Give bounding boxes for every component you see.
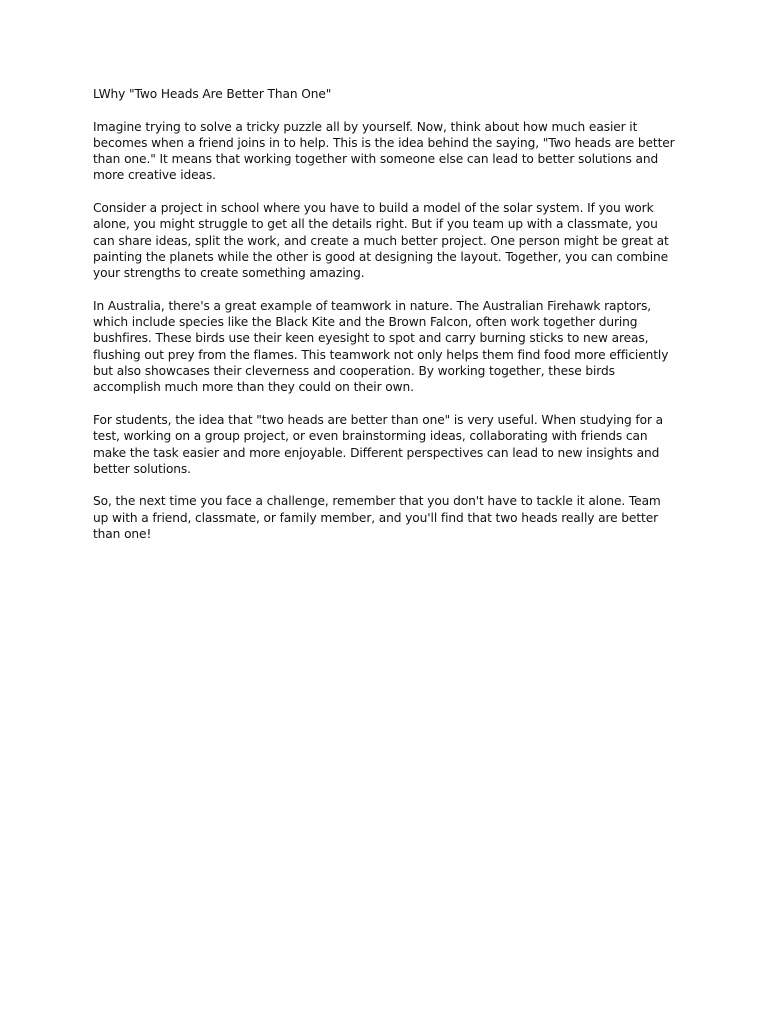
document-body — [93, 86, 679, 559]
paragraph-3: In Australia, there's a great example of teamwork in nature. The Australian Firehawk raptors, which include species like the Black Kite and the Brown Falcon, often work together during bushfires. These birds use their keen eyesight to spot and carry burning sticks to new areas, flushing out prey from the flames. This teamwork not only helps them find food more efficiently but also showcases their cleverness and cooperation. By working together, these birds accomplish much more than they could on their own. — [93, 298, 669, 395]
paragraph-4: For students, the idea that "two heads are better than one" is very useful. When studying for a test, working on a group project, or even brainstorming ideas, collaborating with friends can make the task easier and more enjoyable. Different perspectives can lead to new insights and better solutions. — [93, 412, 664, 476]
document-title: LWhy "Two Heads Are Better Than One" — [93, 87, 332, 101]
paragraph-1: Imagine trying to solve a tricky puzzle all by yourself. Now, think about how much easier it becomes when a friend joins in to help. This is the idea behind the saying, "Two heads are better than one." It means that working together with someone else can lead to better solutions and more creative ideas. — [93, 119, 675, 183]
paragraph-5: So, the next time you face a challenge, remember that you don't have to tackle it alone. Team up with a friend, classmate, or family member, and you'll find that two heads really are better than one! — [93, 494, 661, 542]
paragraph-2: Consider a project in school where you have to build a model of the solar system. If you work alone, you might struggle to get all the details right. But if you team up with a classmate, you can share ideas, split the work, and create a much better project. One person might be great at painting the planets while the other is good at designing the layout. Together, you can combine your strengths to create something amazing. — [93, 201, 669, 281]
